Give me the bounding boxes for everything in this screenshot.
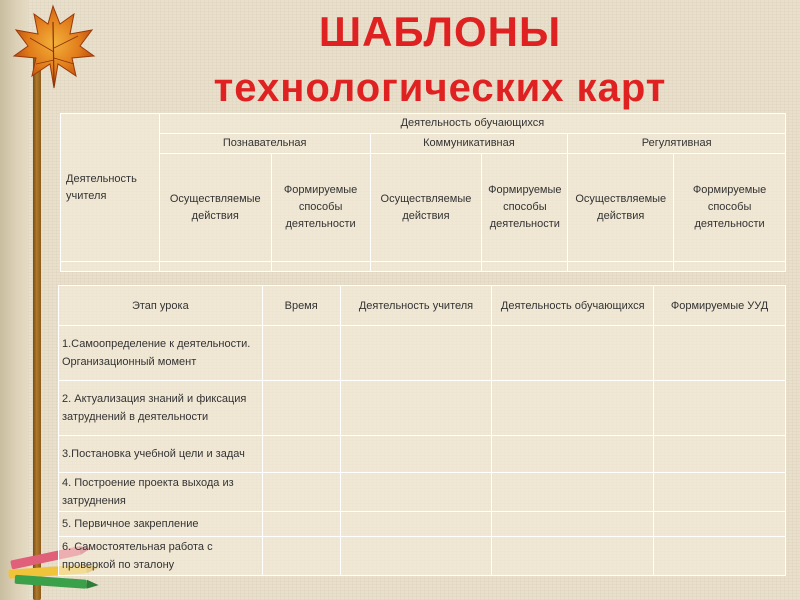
empty-cell bbox=[492, 512, 654, 537]
stage-cell: 3.Постановка учебной цели и задач bbox=[59, 436, 263, 473]
header-uud: Формируемые УУД bbox=[654, 286, 786, 326]
empty-cell bbox=[492, 473, 654, 512]
empty-cell bbox=[262, 436, 340, 473]
table-row bbox=[61, 262, 786, 272]
empty-cell bbox=[159, 262, 271, 272]
subheader-methods-2: Формируемые способы деятельности bbox=[482, 154, 568, 262]
header-students-activity: Деятельность обучающихся bbox=[492, 286, 654, 326]
header-lesson-stage: Этап урока bbox=[59, 286, 263, 326]
empty-cell bbox=[340, 473, 492, 512]
empty-cell bbox=[482, 262, 568, 272]
table-row bbox=[59, 326, 786, 381]
subheader-methods-3: Формируемые способы деятельности bbox=[674, 154, 786, 262]
table-row bbox=[59, 381, 786, 436]
empty-cell bbox=[61, 262, 160, 272]
teacher-activity-header: Деятельность учителя bbox=[61, 114, 160, 262]
students-activity-header: Деятельность обучающихся bbox=[159, 114, 785, 134]
table-row bbox=[59, 436, 786, 473]
stage-cell: 1.Самоопределение к деятельности. Организационный момент bbox=[59, 326, 263, 381]
empty-cell bbox=[568, 262, 674, 272]
subheader-actions-2: Осуществляемые действия bbox=[370, 154, 482, 262]
template-table-2 bbox=[58, 285, 786, 576]
subheader-actions-1: Осуществляемые действия bbox=[159, 154, 271, 262]
header-teacher-activity: Деятельность учителя bbox=[340, 286, 492, 326]
group-regulatory: Регулятивная bbox=[568, 134, 786, 154]
empty-cell bbox=[654, 436, 786, 473]
stage-cell: 4. Построение проекта выхода из затруднения bbox=[59, 473, 263, 512]
empty-cell bbox=[340, 436, 492, 473]
empty-cell bbox=[262, 512, 340, 537]
stage-cell: 2. Актуализация знаний и фиксация затруднений в деятельности bbox=[59, 381, 263, 436]
empty-cell bbox=[654, 326, 786, 381]
empty-cell bbox=[654, 512, 786, 537]
empty-cell bbox=[262, 473, 340, 512]
empty-cell bbox=[340, 326, 492, 381]
stage-cell: 6. Самостоятельная работа с проверкой по эталону bbox=[59, 537, 263, 576]
autumn-maple-leaf-icon bbox=[8, 2, 98, 92]
empty-cell bbox=[492, 537, 654, 576]
table-row bbox=[59, 512, 786, 537]
wooden-pole bbox=[33, 40, 41, 600]
empty-cell bbox=[674, 262, 786, 272]
page-subtitle: технологических карт bbox=[213, 66, 667, 110]
empty-cell bbox=[370, 262, 482, 272]
empty-cell bbox=[340, 512, 492, 537]
empty-cell bbox=[654, 473, 786, 512]
empty-cell bbox=[340, 381, 492, 436]
group-cognitive: Познавательная bbox=[159, 134, 370, 154]
empty-cell bbox=[492, 381, 654, 436]
table-row bbox=[59, 473, 786, 512]
empty-cell bbox=[262, 326, 340, 381]
empty-cell bbox=[262, 381, 340, 436]
subheader-actions-3: Осуществляемые действия bbox=[568, 154, 674, 262]
subheader-methods-1: Формируемые способы деятельности bbox=[271, 154, 370, 262]
page-title: ШАБЛОНЫ bbox=[318, 8, 562, 55]
table-row bbox=[59, 537, 786, 576]
group-communicative: Коммуникативная bbox=[370, 134, 568, 154]
template-table-1 bbox=[60, 113, 786, 272]
empty-cell bbox=[340, 537, 492, 576]
empty-cell bbox=[262, 537, 340, 576]
empty-cell bbox=[492, 326, 654, 381]
empty-cell bbox=[654, 537, 786, 576]
empty-cell bbox=[654, 381, 786, 436]
empty-cell bbox=[271, 262, 370, 272]
header-time: Время bbox=[262, 286, 340, 326]
stage-cell: 5. Первичное закрепление bbox=[59, 512, 263, 537]
empty-cell bbox=[492, 436, 654, 473]
